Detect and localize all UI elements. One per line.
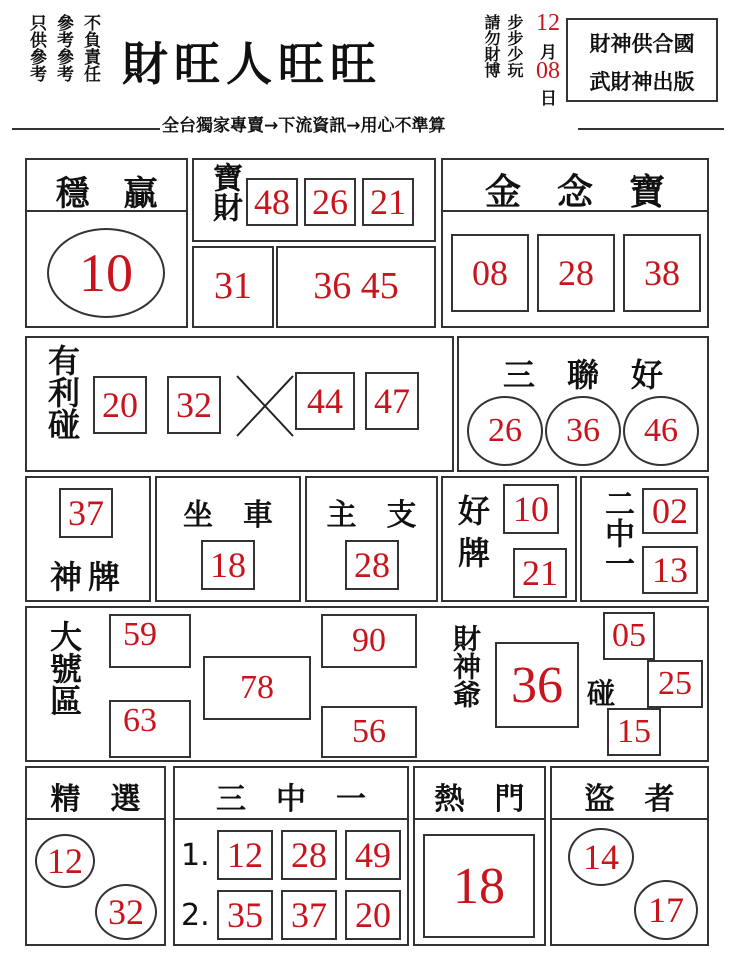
erzhongyi-number: 13 (642, 546, 698, 594)
caishenye-peng-number: 25 (647, 660, 703, 708)
publisher-line: 武財神出版 (589, 69, 695, 94)
zhuzhi-panel (305, 476, 438, 602)
youlipeng-number: 20 (93, 376, 147, 434)
baocai-label: 寶財 (207, 162, 242, 222)
daozhe-panel (550, 766, 709, 946)
sanzhongyi-label: 三 中 一 (216, 782, 366, 817)
jinnianbao-number: 38 (623, 234, 701, 312)
youlipeng-label: 有利碰 (43, 344, 81, 440)
youlipeng-number: 44 (295, 372, 355, 430)
sanzhongyi-row-prefix: 2. (181, 898, 210, 933)
daozhe-number: 17 (634, 880, 698, 940)
sanzhongyi-number: 20 (345, 890, 401, 940)
erzhongyi-number: 02 (642, 488, 698, 534)
daozhe-divider (552, 818, 707, 820)
baocai-sub-number: 31 (214, 265, 252, 307)
baocai-number: 26 (304, 178, 356, 226)
baocai-panel (192, 158, 436, 242)
page-title: 財旺人旺旺 (122, 37, 382, 91)
jinnianbao-number: 28 (537, 234, 615, 312)
jinnianbao-divider (443, 210, 707, 212)
erzhongyi-label: 二中一 (599, 488, 634, 578)
date-day-unit: 日 (540, 89, 557, 109)
shenpai-panel (25, 476, 151, 602)
sanzhongyi-divider (175, 818, 407, 820)
zuoche-label: 坐 車 (183, 498, 273, 533)
sanzhongyi-row-prefix: 1. (181, 838, 210, 873)
daozhe-number: 14 (568, 828, 634, 886)
sanlianhao-number: 46 (623, 396, 699, 466)
remen-panel (413, 766, 546, 946)
baocai-sub-left (192, 246, 274, 328)
dahaoqu-label: 大號區 (45, 620, 83, 716)
haopai-panel (441, 476, 577, 602)
caishenye-label: 財神爺 (449, 624, 482, 708)
caishenye-peng-label: 碰 (587, 677, 616, 710)
date-day: 08 (536, 58, 560, 84)
date-month: 12 (536, 10, 560, 36)
youlipeng-panel (25, 336, 454, 472)
sanzhongyi-panel (173, 766, 409, 946)
sanzhongyi-number: 37 (281, 890, 337, 940)
zhuzhi-number: 28 (345, 540, 399, 590)
jinnianbao-label: 金 念 寶 (484, 171, 665, 213)
wenying-label: 穩 贏 (55, 174, 158, 214)
haopai-label: 好牌 (453, 494, 491, 578)
disclaimer-col: 只供參考 (26, 14, 46, 82)
publisher-line: 財神供合國 (589, 31, 695, 56)
publisher-box (566, 18, 718, 102)
sanlianhao-number: 26 (467, 396, 543, 466)
jingxuan-number: 12 (35, 834, 95, 888)
disclaimer-col: 不負責任 (80, 14, 100, 82)
dahaoqu-number: 56 (321, 706, 417, 758)
jinnianbao-panel (441, 158, 709, 328)
haopai-number: 10 (503, 484, 559, 534)
disclaimer (24, 14, 103, 104)
sanzhongyi-number: 12 (217, 830, 273, 880)
jingxuan-number: 32 (95, 884, 157, 940)
wenying-panel (25, 158, 188, 328)
shenpai-number: 37 (59, 488, 113, 538)
slogan-line-right (578, 128, 724, 130)
dahaoqu-number: 63 (109, 700, 191, 758)
sanlianhao-label: 三 聯 好 (502, 356, 663, 394)
caishenye-peng-number: 05 (603, 612, 655, 660)
youlipeng-number: 32 (167, 376, 221, 434)
dahaoqu-number: 90 (321, 614, 417, 668)
baocai-number: 21 (362, 178, 414, 226)
sanzhongyi-number: 28 (281, 830, 337, 880)
slogan-line-left (12, 128, 160, 130)
zuoche-panel (155, 476, 301, 602)
youlipeng-number: 47 (365, 372, 419, 430)
slogan: 全台獨家專賣→下流資訊→用心不準算 (162, 116, 446, 136)
baocai-sub-number: 36 45 (313, 265, 399, 307)
daozhe-label: 盜 者 (584, 782, 675, 817)
baocai-sub-right (276, 246, 436, 328)
warning-col: 請勿財博 (482, 14, 501, 78)
caishenye-peng-number: 15 (607, 708, 661, 756)
remen-number: 18 (423, 834, 535, 938)
dahaoqu-number: 78 (203, 656, 311, 720)
remen-divider (415, 818, 544, 820)
warning-col: 步步少玩 (505, 14, 524, 78)
haopai-number: 21 (513, 548, 567, 598)
sanzhongyi-number: 35 (217, 890, 273, 940)
jinnianbao-number: 08 (451, 234, 529, 312)
disclaimer-col: 參考參考 (53, 14, 73, 82)
caishenye-number: 36 (495, 642, 579, 728)
sanlianhao-number: 36 (545, 396, 621, 466)
dahaoqu-number: 59 (109, 614, 191, 668)
wenying-divider (27, 210, 186, 212)
cross-icon (235, 374, 295, 438)
zuoche-number: 18 (201, 540, 255, 590)
sanzhongyi-number: 49 (345, 830, 401, 880)
wenying-number: 10 (47, 228, 165, 318)
jingxuan-divider (27, 818, 164, 820)
remen-label: 熱 門 (434, 782, 525, 817)
date-month-unit: 月 (540, 43, 557, 63)
shenpai-label: 神牌 (49, 558, 126, 596)
dahaoqu-panel (25, 606, 709, 762)
sanlianhao-panel (457, 336, 709, 472)
jingxuan-label: 精 選 (50, 782, 141, 817)
jingxuan-panel (25, 766, 166, 946)
baocai-number: 48 (246, 178, 298, 226)
erzhongyi-panel (580, 476, 709, 602)
zhuzhi-label: 主 支 (326, 498, 417, 533)
warning-note (480, 14, 526, 104)
